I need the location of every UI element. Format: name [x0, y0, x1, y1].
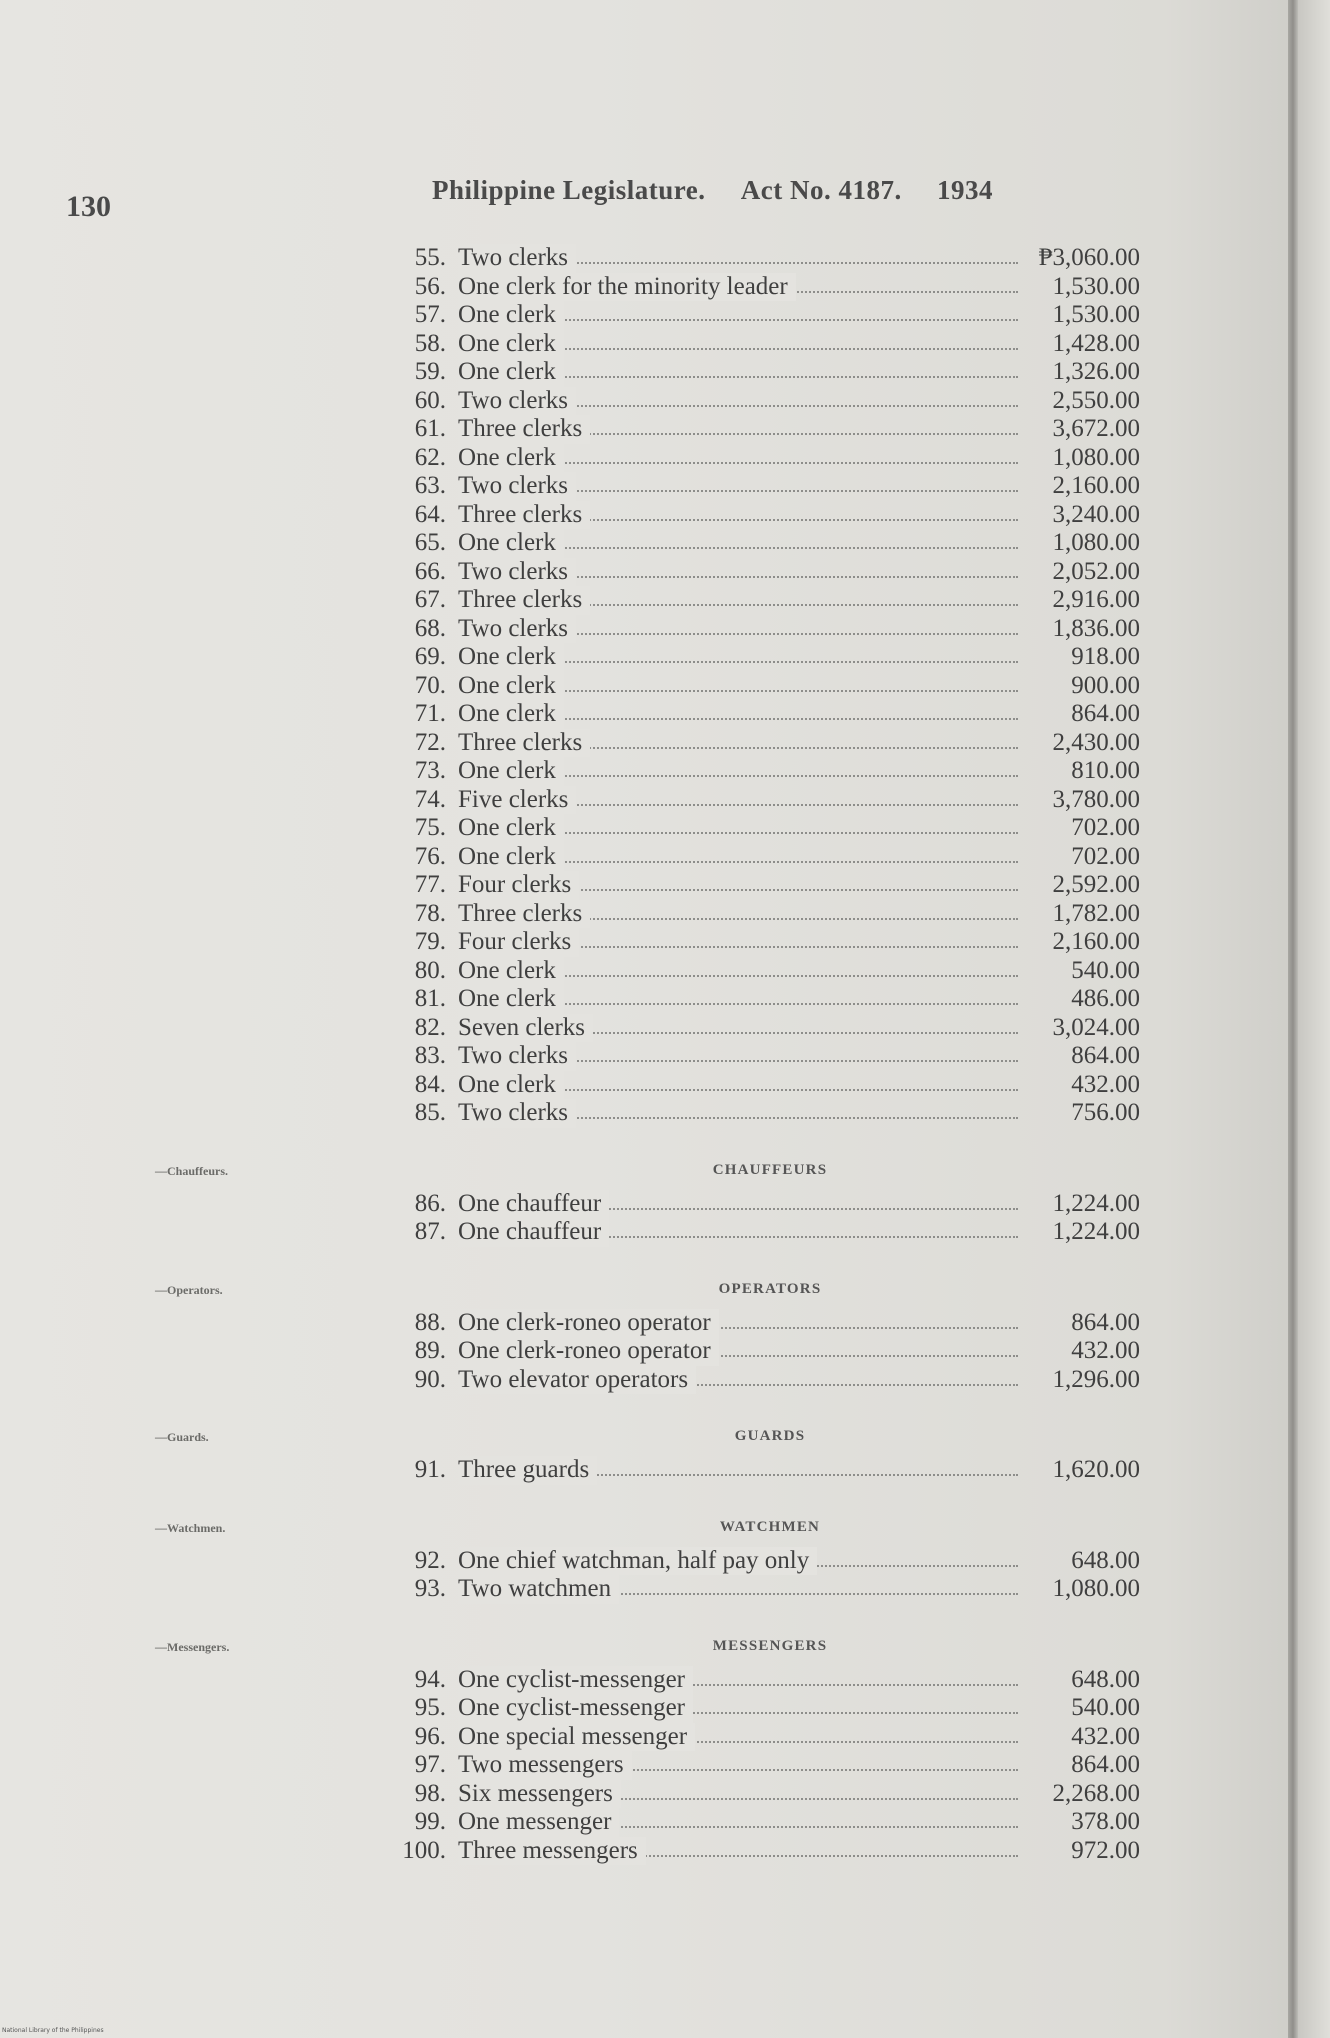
item-amount: 3,780.00: [1052, 785, 1140, 813]
section-gap: [390, 1128, 1150, 1150]
item-number: 55.: [414, 244, 446, 271]
list-item: [390, 900, 1150, 929]
item-amount: 702.00: [1071, 814, 1140, 841]
running-head-year: 1934: [937, 175, 994, 205]
item-number: 100.: [402, 1836, 446, 1864]
item-amount: 486.00: [1071, 985, 1140, 1012]
item-amount: 432.00: [1071, 1070, 1140, 1098]
item-amount: 1,836.00: [1052, 614, 1140, 642]
list-item: [390, 1666, 1150, 1695]
item-amount: 900.00: [1071, 671, 1140, 699]
margin-note: —Messengers.: [155, 1639, 230, 1654]
item-number: 98.: [414, 1779, 446, 1807]
item-description: Five clerks: [458, 786, 576, 815]
item-number: 60.: [414, 386, 446, 414]
item-description: Two clerks: [458, 472, 576, 501]
list-item: [390, 957, 1150, 986]
list-item: [390, 700, 1150, 729]
section-heading: OPERATORS: [718, 1280, 822, 1297]
item-description: One chauffeur: [458, 1190, 609, 1219]
item-amount: 1,224.00: [1052, 1218, 1140, 1245]
item-description: Four clerks: [458, 871, 579, 900]
section-gap: [390, 1485, 1150, 1507]
item-amount: 918.00: [1071, 643, 1140, 670]
item-description: One clerk: [458, 1071, 564, 1100]
item-description: Two clerks: [458, 1099, 576, 1128]
item-amount: 864.00: [1071, 1042, 1140, 1069]
section-heading: MESSENGERS: [712, 1637, 828, 1654]
list-item: [390, 415, 1150, 444]
list-item: [390, 786, 1150, 815]
item-number: 76.: [414, 842, 446, 870]
item-number: 89.: [414, 1337, 446, 1364]
item-number: 69.: [414, 643, 446, 670]
section-heading: GUARDS: [734, 1428, 806, 1444]
item-description: Six messengers: [458, 1780, 621, 1809]
item-description: One chief watchman, half pay only: [458, 1547, 817, 1576]
item-amount: 864.00: [1071, 1308, 1140, 1336]
list-item: [390, 358, 1150, 387]
item-amount: 1,530.00: [1052, 301, 1140, 328]
item-description: Two messengers: [458, 1751, 632, 1780]
item-number: 94.: [414, 1665, 446, 1693]
margin-note: —Watchmen.: [155, 1520, 226, 1535]
list-item: [390, 1837, 1150, 1866]
item-number: 66.: [414, 557, 446, 585]
item-amount: 3,672.00: [1052, 415, 1140, 442]
section-heading: CHAUFFEURS: [712, 1161, 828, 1178]
item-description: One messenger: [458, 1808, 619, 1837]
list-item: [390, 529, 1150, 558]
item-amount: 1,080.00: [1052, 529, 1140, 556]
item-description: Three clerks: [458, 900, 590, 929]
item-amount: 2,550.00: [1052, 386, 1140, 414]
item-description: One clerk: [458, 444, 564, 473]
list-item: [390, 244, 1150, 273]
item-number: 93.: [414, 1575, 446, 1602]
item-description: One clerk: [458, 672, 564, 701]
list-item: [390, 472, 1150, 501]
section-gap: [390, 1394, 1150, 1416]
list-item: [390, 757, 1150, 786]
item-description: Two clerks: [458, 558, 576, 587]
margin-note: —Guards.: [155, 1430, 209, 1444]
item-description: One clerk: [458, 814, 564, 843]
item-number: 99.: [414, 1808, 446, 1835]
item-number: 71.: [414, 700, 446, 727]
item-amount: 2,160.00: [1052, 928, 1140, 955]
item-amount: 1,782.00: [1052, 899, 1140, 927]
section-heading: WATCHMEN: [719, 1518, 821, 1535]
item-number: 68.: [414, 614, 446, 642]
item-description: Three clerks: [458, 415, 590, 444]
list-item: [390, 615, 1150, 644]
item-number: 59.: [414, 358, 446, 385]
list-item: [390, 1071, 1150, 1100]
item-number: 77.: [414, 871, 446, 898]
item-description: One clerk: [458, 301, 564, 330]
list-item: [390, 1575, 1150, 1604]
item-description: Two watchmen: [458, 1575, 619, 1604]
scan-credit: National Library of the Philippines: [2, 2027, 104, 2034]
item-amount: 1,080.00: [1052, 1575, 1140, 1602]
list-item: [390, 1780, 1150, 1809]
item-amount: 2,268.00: [1052, 1779, 1140, 1807]
item-amount: 2,592.00: [1052, 871, 1140, 898]
item-number: 58.: [414, 329, 446, 357]
item-number: 74.: [414, 785, 446, 813]
item-description: One cyclist-messenger: [458, 1694, 693, 1723]
list-item: [390, 444, 1150, 473]
list-item: [390, 871, 1150, 900]
item-amount: 648.00: [1071, 1665, 1140, 1693]
list-item: [390, 558, 1150, 587]
list-item: [390, 1190, 1150, 1219]
page-gutter: [1298, 0, 1330, 2038]
list-item: [390, 1723, 1150, 1752]
item-amount: 2,916.00: [1052, 586, 1140, 613]
list-item: [390, 1309, 1150, 1338]
item-number: 78.: [414, 899, 446, 927]
item-number: 63.: [414, 472, 446, 499]
item-amount: 864.00: [1071, 700, 1140, 727]
list-item: [390, 501, 1150, 530]
item-amount: 1,080.00: [1052, 443, 1140, 471]
item-amount: 1,326.00: [1052, 358, 1140, 385]
running-head-title: Philippine Legislature.: [432, 175, 706, 205]
item-description: Two clerks: [458, 387, 576, 416]
item-description: One clerk: [458, 330, 564, 359]
item-number: 82.: [414, 1013, 446, 1041]
margin-note: —Operators.: [155, 1282, 223, 1297]
item-number: 79.: [414, 928, 446, 955]
list-item: [390, 985, 1150, 1014]
list-item: [390, 814, 1150, 843]
item-number: 75.: [414, 814, 446, 841]
item-description: One cyclist-messenger: [458, 1666, 693, 1695]
list-item: [390, 387, 1150, 416]
item-number: 70.: [414, 671, 446, 699]
item-amount: 432.00: [1071, 1337, 1140, 1364]
list-item: [390, 1099, 1150, 1128]
item-amount: 432.00: [1071, 1722, 1140, 1750]
item-number: 81.: [414, 985, 446, 1012]
item-amount: 1,296.00: [1052, 1365, 1140, 1393]
item-number: 62.: [414, 443, 446, 471]
item-number: 90.: [414, 1365, 446, 1393]
item-description: One chauffeur: [458, 1218, 609, 1247]
item-number: 97.: [414, 1751, 446, 1778]
list-item: [390, 843, 1150, 872]
item-description: Two clerks: [458, 1042, 576, 1071]
item-description: One clerk: [458, 957, 564, 986]
list-item: [390, 1337, 1150, 1366]
item-description: One clerk: [458, 843, 564, 872]
item-description: Two elevator operators: [458, 1366, 696, 1395]
item-description: One clerk-roneo operator: [458, 1309, 719, 1338]
running-head: [432, 175, 1092, 206]
item-number: 83.: [414, 1042, 446, 1069]
margin-note: —Chauffeurs.: [155, 1163, 229, 1178]
item-amount: 540.00: [1071, 1694, 1140, 1721]
item-description: Three clerks: [458, 586, 590, 615]
item-amount: 756.00: [1071, 1099, 1140, 1126]
list-item: [390, 1694, 1150, 1723]
item-amount: 378.00: [1071, 1808, 1140, 1835]
list-item: [390, 1366, 1150, 1395]
item-number: 88.: [414, 1308, 446, 1336]
list-item: [390, 301, 1150, 330]
section-gap: [390, 1247, 1150, 1269]
list-item: [390, 1218, 1150, 1247]
item-number: 91.: [414, 1456, 446, 1483]
item-description: One clerk: [458, 700, 564, 729]
item-number: 56.: [414, 272, 446, 300]
running-head-act: Act No. 4187.: [740, 175, 902, 205]
item-description: One clerk-roneo operator: [458, 1337, 719, 1366]
item-amount: 540.00: [1071, 956, 1140, 984]
item-amount: 1,224.00: [1052, 1189, 1140, 1217]
item-amount: 1,428.00: [1052, 329, 1140, 357]
item-number: 64.: [414, 500, 446, 528]
list-item: [390, 1042, 1150, 1071]
item-number: 72.: [414, 728, 446, 756]
list-item: [390, 643, 1150, 672]
item-amount: 3,024.00: [1052, 1013, 1140, 1041]
item-number: 86.: [414, 1189, 446, 1217]
item-number: 85.: [414, 1099, 446, 1126]
list-item: [390, 330, 1150, 359]
item-amount: 1,620.00: [1052, 1456, 1140, 1483]
item-amount: 702.00: [1071, 842, 1140, 870]
item-amount: 864.00: [1071, 1751, 1140, 1778]
item-description: Three clerks: [458, 729, 590, 758]
item-description: One clerk: [458, 757, 564, 786]
item-description: Seven clerks: [458, 1014, 593, 1043]
item-description: Two clerks: [458, 615, 576, 644]
item-number: 65.: [414, 529, 446, 556]
list-item: [390, 1456, 1150, 1485]
item-description: Three guards: [458, 1456, 597, 1485]
list-item: [390, 1547, 1150, 1576]
item-description: One clerk: [458, 529, 564, 558]
item-number: 92.: [414, 1546, 446, 1574]
item-description: One clerk: [458, 643, 564, 672]
item-amount: ₱3,060.00: [1038, 244, 1140, 271]
section-gap: [390, 1604, 1150, 1626]
item-amount: 972.00: [1071, 1836, 1140, 1864]
page-edge: [1288, 0, 1298, 2038]
list-item: [390, 1014, 1150, 1043]
item-amount: 2,430.00: [1052, 728, 1140, 756]
item-description: One clerk: [458, 358, 564, 387]
item-amount: 1,530.00: [1052, 272, 1140, 300]
item-amount: 3,240.00: [1052, 500, 1140, 528]
item-number: 67.: [414, 586, 446, 613]
item-number: 80.: [414, 956, 446, 984]
item-number: 96.: [414, 1722, 446, 1750]
item-amount: 2,052.00: [1052, 557, 1140, 585]
item-amount: 2,160.00: [1052, 472, 1140, 499]
list-item: [390, 1808, 1150, 1837]
page-number: 130: [66, 190, 111, 223]
item-description: Four clerks: [458, 928, 579, 957]
item-description: Three messengers: [458, 1837, 646, 1866]
item-description: Three clerks: [458, 501, 590, 530]
list-item: [390, 586, 1150, 615]
list-item: [390, 729, 1150, 758]
list-item: [390, 1751, 1150, 1780]
item-number: 61.: [414, 415, 446, 442]
item-number: 87.: [414, 1218, 446, 1245]
item-number: 57.: [414, 301, 446, 328]
list-item: [390, 672, 1150, 701]
appropriation-list: [390, 244, 1150, 1865]
item-description: One clerk for the minority leader: [458, 273, 796, 302]
item-amount: 810.00: [1071, 757, 1140, 784]
item-description: Two clerks: [458, 244, 576, 273]
list-item: [390, 928, 1150, 957]
item-description: One special messenger: [458, 1723, 695, 1752]
item-description: One clerk: [458, 985, 564, 1014]
item-amount: 648.00: [1071, 1546, 1140, 1574]
list-item: [390, 273, 1150, 302]
item-number: 73.: [414, 757, 446, 784]
item-number: 95.: [414, 1694, 446, 1721]
item-number: 84.: [414, 1070, 446, 1098]
